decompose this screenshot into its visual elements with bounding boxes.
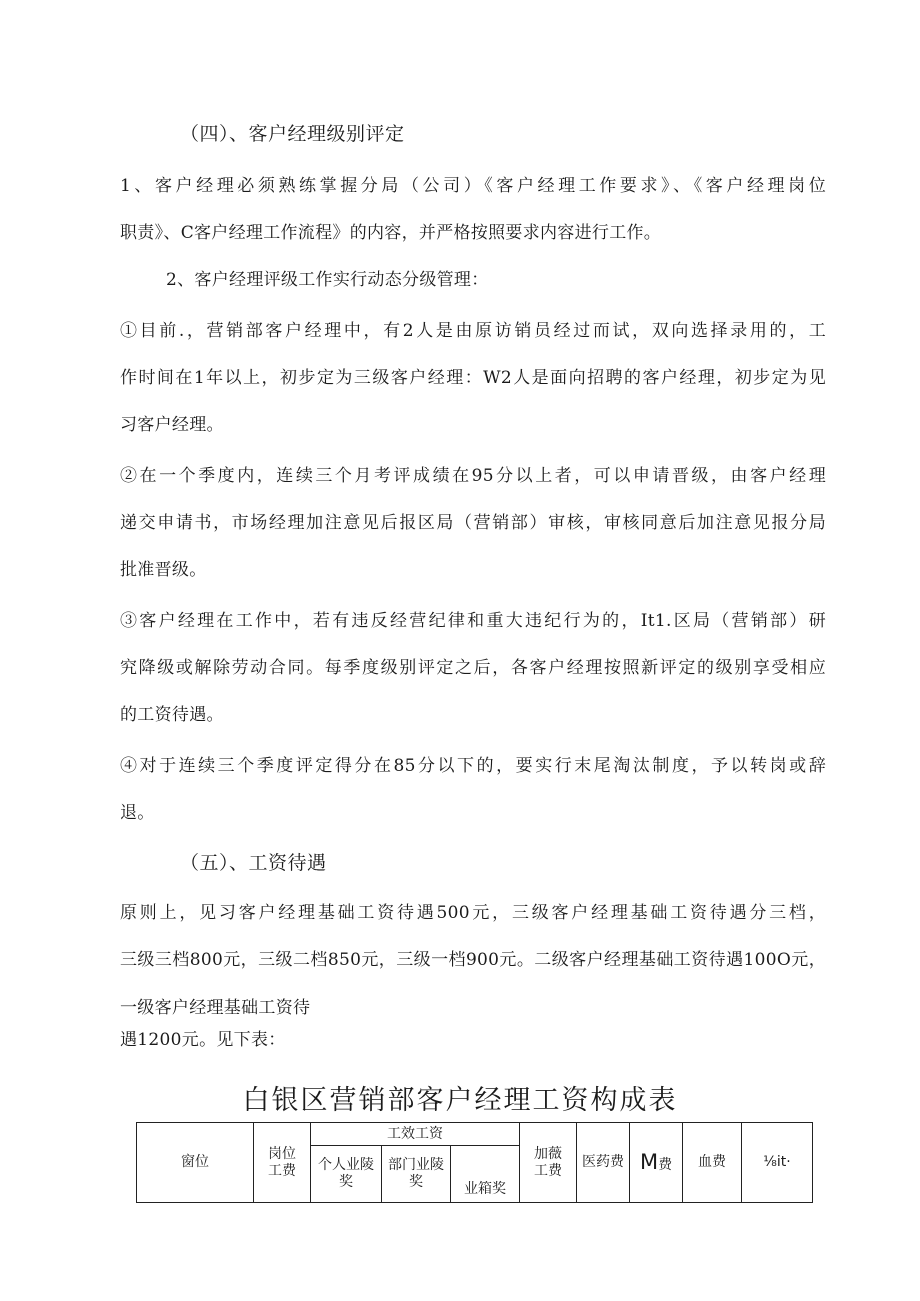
s4-item1-line3: 习客户经理。	[120, 415, 224, 435]
s4-p1-line1: 1、客户经理必须熟练掌握分局（公司）《客户经理工作要求》、《客户经理岗位	[120, 176, 826, 196]
s5-p1-line4: 遇1200元。见下表：	[120, 1030, 286, 1050]
s4-item3-line1: ③客户经理在工作中，若有违反经营纪律和重大违纪行为的，It1.区局（营销部）研	[120, 611, 826, 631]
salary-table	[136, 1122, 813, 1203]
table-title: 白银区营销部客户经理工资构成表	[242, 1085, 678, 1116]
header-overtime-wage: 加薇 工费	[520, 1123, 577, 1203]
header-medical-fee: 医药费	[577, 1123, 630, 1203]
m-fee-suffix: 费	[658, 1156, 673, 1173]
table-header-row-1	[137, 1123, 813, 1146]
s4-item3-line2: 究降级或解除劳动合同。每季度级别评定之后，各客户经理按照新评定的级别享受相应	[120, 658, 826, 678]
header-post-wage: 岗位 工费	[254, 1123, 311, 1203]
header-performance-wage: 工效工资	[311, 1123, 520, 1146]
header-sales-bonus: 业箱奖	[451, 1146, 520, 1203]
header-m-fee	[630, 1123, 683, 1203]
section-4-heading: （四）、客户经理级别评定	[180, 123, 405, 145]
s4-item1-line2: 作时间在1年以上，初步定为三级客户经理：W2人是面向招聘的客户经理，初步定为见	[120, 368, 826, 388]
s4-item4-line2: 退。	[120, 803, 155, 823]
s4-p1-line2: 职责》、C客户经理工作流程》的内容，并严格按照要求内容进行工作。	[120, 223, 662, 243]
s5-p1-line2: 三级三档800元，三级二档850元，三级一档900元。二级客户经理基础工资待遇100O元，	[120, 950, 826, 970]
s4-item4-line1: ④对于连续三个季度评定得分在85分以下的，要实行末尾淘汰制度，予以转岗或辞	[120, 756, 826, 776]
s4-item2-line3: 批准晋级。	[120, 560, 207, 580]
s5-p1-line1: 原则上，见习客户经理基础工资待遇500元，三级客户经理基础工资待遇分三档，	[120, 903, 826, 923]
s4-item2-line1: ②在一个季度内，连续三个月考评成绩在95分以上者，可以申请晋级，由客户经理	[120, 466, 826, 486]
header-personal-bonus: 个人业陵 奖	[311, 1146, 382, 1203]
s4-item2-line2: 递交申请书，市场经理加注意见后报区局（营销部）审核，审核同意后加注意见报分局	[120, 513, 826, 533]
section-5-heading: （五）、工资待遇	[180, 852, 327, 874]
header-blood-fee: 血费	[683, 1123, 742, 1203]
s4-p2: 2、客户经理评级工作实行动态分级管理：	[166, 270, 489, 290]
header-position: 窗位	[137, 1123, 254, 1203]
m-fee-letter: M	[639, 1149, 659, 1174]
s4-item1-line1: ①目前.，营销部客户经理中，有2人是由原访销员经过而试，双向选择录用的，工	[120, 321, 826, 341]
s5-p1-line3: 一级客户经理基础工资待	[120, 998, 311, 1018]
header-department-bonus: 部门业陵 奖	[382, 1146, 451, 1203]
s4-item3-line3: 的工资待遇。	[120, 705, 224, 725]
header-total: ⅛it·	[742, 1123, 813, 1203]
